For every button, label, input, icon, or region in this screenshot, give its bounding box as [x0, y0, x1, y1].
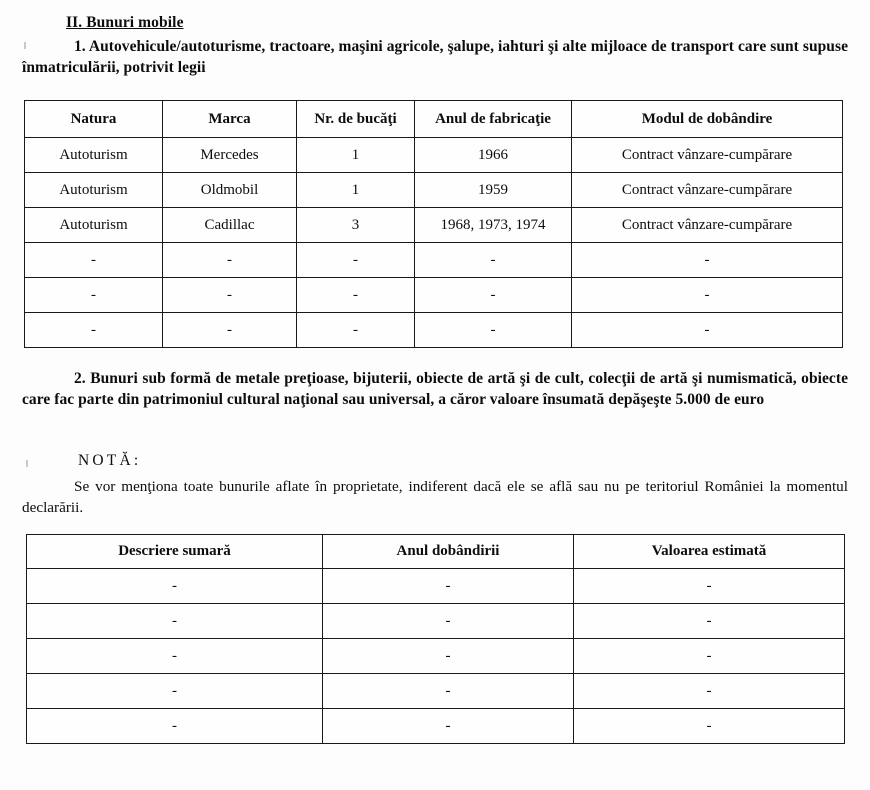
cell-mod-dobandire: Contract vânzare-cumpărare — [572, 173, 843, 208]
column-header-anul-dobandirii: Anul dobândirii — [323, 535, 574, 569]
note-body — [22, 476, 848, 518]
cell-natura: Autoturism — [25, 173, 163, 208]
column-header-natura: Natura — [25, 101, 163, 138]
note-text: Se vor menţiona toate bunurile aflate în proprietate, indiferent dacă ele se află sau nu pe teritoriul României la momentul declarării. — [22, 478, 848, 516]
cell-marca: - — [163, 278, 297, 313]
table-row — [25, 208, 843, 243]
cell-anul-dobandirii: - — [323, 709, 574, 744]
cell-natura: - — [25, 313, 163, 348]
column-header-marca: Marca — [163, 101, 297, 138]
cell-natura: - — [25, 243, 163, 278]
table-row-empty — [27, 709, 845, 744]
cell-an-fabricatie: - — [415, 243, 572, 278]
cell-mod-dobandire: - — [572, 313, 843, 348]
cell-anul-dobandirii: - — [323, 639, 574, 674]
cell-natura: - — [25, 278, 163, 313]
column-header-an-fabricatie: Anul de fabricaţie — [415, 101, 572, 138]
cell-nr-bucati: 1 — [297, 173, 415, 208]
paragraph-valuables — [22, 368, 848, 410]
column-header-mod-dobandire: Modul de dobândire — [572, 101, 843, 138]
cell-natura: Autoturism — [25, 138, 163, 173]
cell-nr-bucati: 3 — [297, 208, 415, 243]
cell-valoarea-estimata: - — [574, 674, 845, 709]
paragraph-valuables-text: 2. Bunuri sub formă de metale preţioase, bijuterii, obiecte de artă şi de cult, colecţii de artă şi numismatică, obiecte care fac parte din patrimoniul cultural naţional sau universal, a căror valoare însumată depăşeşte 5.000 de euro — [22, 370, 848, 408]
table-row — [25, 173, 843, 208]
table-row — [25, 138, 843, 173]
column-header-valoarea-estimata: Valoarea estimată — [574, 535, 845, 569]
cell-valoarea-estimata: - — [574, 604, 845, 639]
table-header-row — [25, 101, 843, 138]
cell-nr-bucati: - — [297, 278, 415, 313]
valuables-table — [26, 534, 845, 744]
cell-anul-dobandirii: - — [323, 569, 574, 604]
cell-descriere-sumara: - — [27, 604, 323, 639]
cell-natura: Autoturism — [25, 208, 163, 243]
cell-valoarea-estimata: - — [574, 569, 845, 604]
table-row-empty — [25, 313, 843, 348]
table-row-empty — [25, 243, 843, 278]
column-header-nr-bucati: Nr. de bucăţi — [297, 101, 415, 138]
cell-anul-dobandirii: - — [323, 674, 574, 709]
cell-valoarea-estimata: - — [574, 639, 845, 674]
cell-marca: Mercedes — [163, 138, 297, 173]
paragraph-vehicles — [22, 36, 848, 78]
table-row-empty — [25, 278, 843, 313]
paragraph-vehicles-text: 1. Autovehicule/autoturisme, tractoare, maşini agricole, şalupe, iahturi şi alte mijloace de transport care sunt supuse înmatriculării, potrivit legii — [22, 38, 848, 76]
cell-an-fabricatie: 1959 — [415, 173, 572, 208]
note-label: NOTĂ: — [78, 452, 142, 469]
scan-artifact — [26, 460, 28, 467]
cell-nr-bucati: 1 — [297, 138, 415, 173]
table-row-empty — [27, 569, 845, 604]
table-header-row — [27, 535, 845, 569]
cell-mod-dobandire: Contract vânzare-cumpărare — [572, 138, 843, 173]
table-row-empty — [27, 604, 845, 639]
cell-descriere-sumara: - — [27, 709, 323, 744]
vehicles-table — [24, 100, 843, 348]
column-header-descriere-sumara: Descriere sumară — [27, 535, 323, 569]
cell-descriere-sumara: - — [27, 569, 323, 604]
cell-an-fabricatie: - — [415, 313, 572, 348]
cell-marca: Cadillac — [163, 208, 297, 243]
table-row-empty — [27, 639, 845, 674]
table-row-empty — [27, 674, 845, 709]
cell-an-fabricatie: 1968, 1973, 1974 — [415, 208, 572, 243]
cell-mod-dobandire: Contract vânzare-cumpărare — [572, 208, 843, 243]
cell-marca: Oldmobil — [163, 173, 297, 208]
section-title: II. Bunuri mobile — [66, 14, 184, 31]
cell-marca: - — [163, 243, 297, 278]
cell-descriere-sumara: - — [27, 674, 323, 709]
cell-descriere-sumara: - — [27, 639, 323, 674]
cell-anul-dobandirii: - — [323, 604, 574, 639]
cell-marca: - — [163, 313, 297, 348]
cell-an-fabricatie: 1966 — [415, 138, 572, 173]
cell-nr-bucati: - — [297, 243, 415, 278]
cell-nr-bucati: - — [297, 313, 415, 348]
cell-mod-dobandire: - — [572, 243, 843, 278]
cell-valoarea-estimata: - — [574, 709, 845, 744]
cell-an-fabricatie: - — [415, 278, 572, 313]
cell-mod-dobandire: - — [572, 278, 843, 313]
